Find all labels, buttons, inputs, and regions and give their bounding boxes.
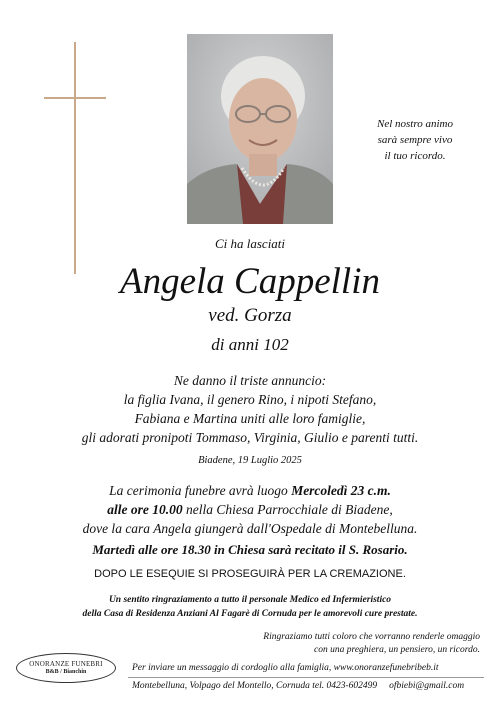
general-thanks bbox=[180, 631, 480, 657]
intro-text: Ci ha lasciati bbox=[214, 236, 286, 251]
logo-line-2: B&B / Bianchin bbox=[45, 669, 87, 675]
ceremony-line-1 bbox=[0, 481, 500, 500]
thanks-line: Un sentito ringraziamento a tutto il personale Medico ed Infermieristico bbox=[108, 595, 392, 605]
portrait-photo bbox=[187, 34, 333, 224]
footer-address: Montebelluna, Volpago del Montello, Cornuda tel. 0423-602499 bbox=[132, 681, 378, 691]
quote-line: sarà sempre vivo bbox=[377, 134, 453, 146]
announcement-line: Ne danno il triste annuncio: bbox=[173, 373, 327, 388]
ceremony-details bbox=[0, 481, 500, 538]
rosary-notice: Martedì alle ore 18.30 in Chiesa sarà recitato il S. Rosario. bbox=[92, 542, 408, 557]
memorial-quote bbox=[350, 116, 480, 164]
footer-contacts bbox=[132, 681, 492, 691]
announcement-line: la figlia Ivana, il genero Rino, i nipoti Stefano, bbox=[123, 392, 377, 407]
ceremony-line-2 bbox=[0, 500, 500, 519]
ceremony-time: alle ore 10.00 bbox=[107, 502, 183, 517]
cross-horizontal-bar bbox=[44, 97, 106, 99]
footer-divider bbox=[128, 677, 484, 678]
deceased-name: Angela Cappellin bbox=[120, 261, 380, 302]
place-date: Biadene, 19 Luglio 2025 bbox=[198, 455, 302, 466]
thank-all-line: Ringraziamo tutti coloro che vorranno renderle omaggio bbox=[263, 632, 480, 642]
logo-line-1: ONORANZE FUNEBRI bbox=[29, 660, 103, 668]
condolence-message: Per inviare un messaggio di cordoglio alla famiglia, www.onoranzefunebribeb.it bbox=[132, 663, 439, 673]
thank-all-line: con una preghiera, un pensiero, un ricordo. bbox=[314, 645, 480, 655]
ceremony-place: nella Chiesa Parrocchiale di Biadene, bbox=[182, 502, 393, 517]
staff-thanks bbox=[0, 593, 500, 621]
quote-line: Nel nostro animo bbox=[377, 118, 453, 130]
funeral-home-logo bbox=[16, 653, 116, 683]
widow-of: ved. Gorza bbox=[208, 305, 292, 326]
age: di anni 102 bbox=[211, 335, 289, 354]
ceremony-day: Mercoledì 23 c.m. bbox=[291, 483, 391, 498]
footer-email: ofbiebi@gmail.com bbox=[389, 681, 465, 691]
ceremony-text: La cerimonia funebre avrà luogo bbox=[109, 483, 292, 498]
portrait-illustration bbox=[187, 34, 333, 224]
announcement-line: Fabiana e Martina uniti alle loro famiglie, bbox=[134, 411, 366, 426]
announcement-line: gli adorati pronipoti Tommaso, Virginia, Giulio e parenti tutti. bbox=[81, 430, 419, 445]
cremation-notice: DOPO LE ESEQUIE SI PROSEGUIRÀ PER LA CREMAZIONE. bbox=[94, 568, 406, 580]
ceremony-line-3: dove la cara Angela giungerà dall'Ospedale di Montebelluna. bbox=[82, 521, 418, 536]
thanks-line: della Casa di Residenza Anziani Al Fagarè di Cornuda per le amorevoli cure prestate. bbox=[82, 609, 418, 619]
announcement bbox=[0, 371, 500, 447]
quote-line: il tuo ricordo. bbox=[384, 150, 446, 162]
